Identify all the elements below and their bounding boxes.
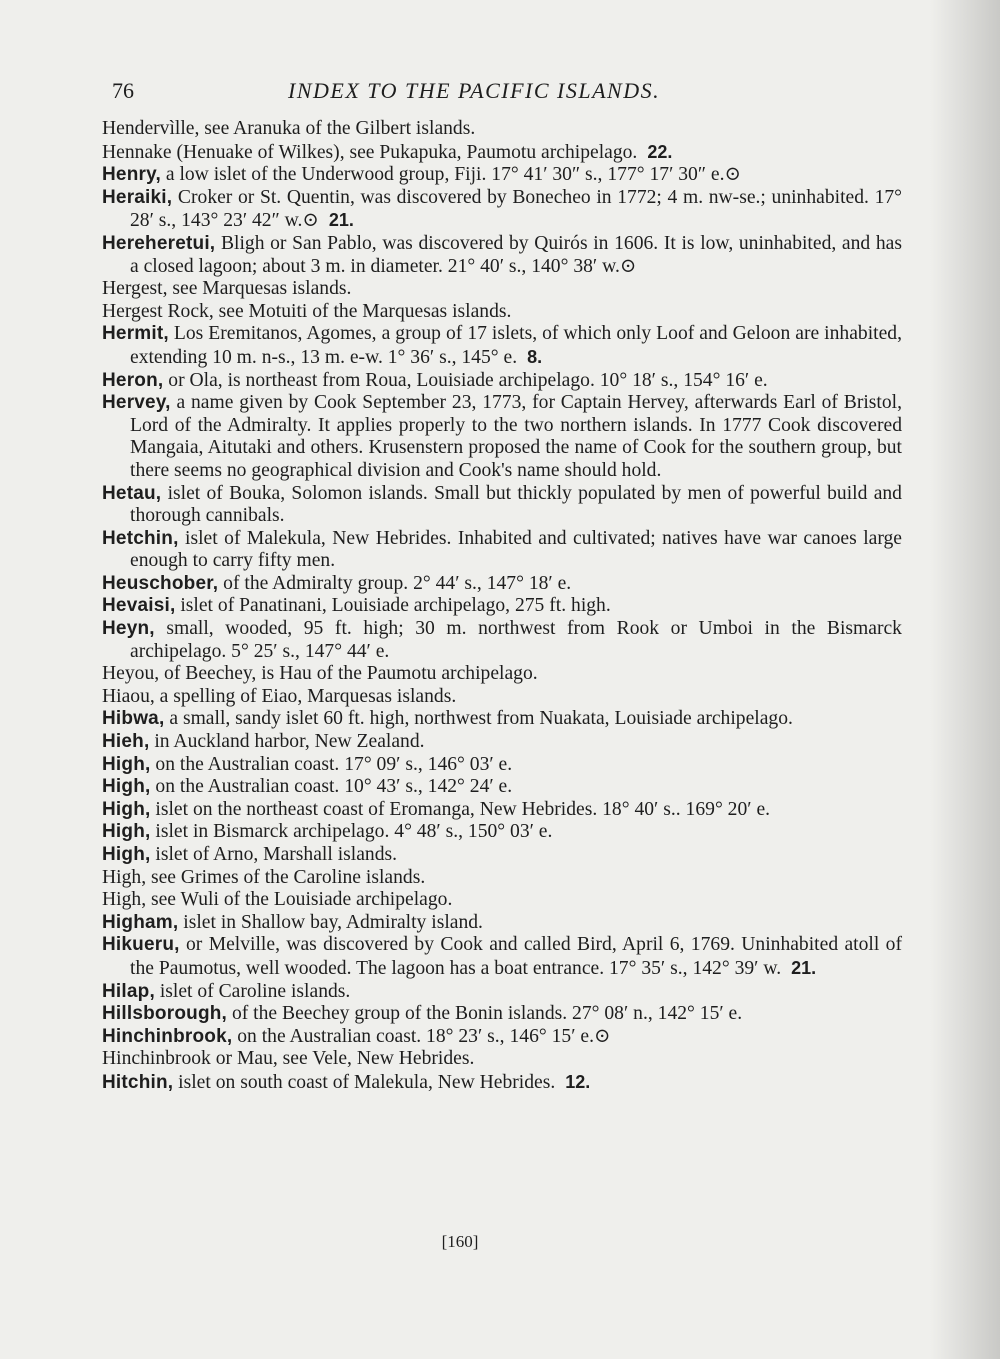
entry-map-reference: 8. <box>527 346 543 367</box>
entry-text: Los Eremitanos, Agomes, a group of 17 islets, of which only Loof and Geloon are inhabited, extending 10 m. n-s., 13 m. e-w. 1° 36′ s., 145° e. <box>130 323 902 368</box>
running-title: INDEX TO THE PACIFIC ISLANDS. <box>288 78 661 103</box>
index-entry <box>102 754 902 777</box>
index-entry <box>102 1026 902 1049</box>
entry-headword: High, <box>102 798 151 820</box>
entry-headword: High, <box>102 776 151 798</box>
entry-text: Croker or St. Quentin, was discovered by Bonecheo in 1772; 4 m. nw-se.; uninhabited. 17° 28′ s., 143° 23′ 42″ w.⊙ <box>130 186 902 232</box>
index-entry <box>102 1003 902 1026</box>
entry-headword: High, <box>102 753 151 775</box>
entry-text: Bligh or San Pablo, was discovered by Quirós in 1606. It is low, uninhabited, and has a closed lagoon; about 3 m. in diameter. 21° 40′ s., 140° 38′ w.⊙ <box>130 232 902 277</box>
entry-headword: Hetau, <box>102 482 162 504</box>
index-entry <box>102 708 902 731</box>
index-entry <box>102 118 902 141</box>
entry-text: Hennake (Henuake of Wilkes), see Pukapuka, Paumotu archipelago. <box>102 141 638 163</box>
entry-headword: Hilap, <box>102 980 155 1002</box>
index-entry <box>102 912 902 935</box>
index-entry <box>102 867 902 890</box>
entry-headword: Hitchin, <box>102 1071 174 1093</box>
page-edge-shadow <box>930 0 1000 1359</box>
entry-text: on the Australian coast. 18° 23′ s., 146° 15′ e.⊙ <box>237 1025 611 1047</box>
entry-text: islet of Panatinani, Louisiade archipelago, 275 ft. high. <box>180 595 611 617</box>
entry-headword: High, <box>102 821 151 843</box>
index-entry <box>102 483 902 528</box>
entry-text: a low islet of the Underwood group, Fiji. 17° 41′ 30″ s., 177° 17′ 30″ e.⊙ <box>165 164 741 186</box>
entry-text: on the Australian coast. 10° 43′ s., 142° 24′ e. <box>155 776 513 798</box>
index-entry <box>102 889 902 912</box>
entry-text: islet of Arno, Marshall islands. <box>155 844 398 865</box>
entry-text: Heyou, of Beechey, is Hau of the Paumotu archipelago. <box>102 663 538 685</box>
index-entry <box>102 1071 902 1095</box>
entry-text: Hergest, see Marquesas islands. <box>102 278 352 300</box>
index-entry <box>102 686 902 709</box>
entry-headword: Heraiki, <box>102 186 173 208</box>
index-entry <box>102 323 902 369</box>
entry-text: islet of Bouka, Solomon islands. Small but thickly populated by men of powerful build and thorough cannibals. <box>130 482 902 527</box>
entry-map-reference: 21. <box>328 210 354 231</box>
entry-headword: Heron, <box>102 369 164 391</box>
index-entry <box>102 731 902 754</box>
index-entry <box>102 164 902 187</box>
index-entry <box>102 370 902 393</box>
entry-text: islet in Bismarck archipelago. 4° 48′ s., 150° 03′ e. <box>155 821 553 843</box>
entry-text: islet on the northeast coast of Eromanga, New Hebrides. 18° 40′ s.. 169° 20′ e. <box>155 798 771 820</box>
entry-headword: Hereheretui, <box>102 232 216 254</box>
entry-map-reference: 12. <box>565 1071 591 1092</box>
entry-text: small, wooded, 95 ft. high; 30 m. northwest from Rook or Umboi in the Bismarck archipelago. 5° 25′ s., 147° 44′ e. <box>130 618 902 662</box>
entry-text: a name given by Cook September 23, 1773, for Captain Hervey, afterwards Earl of Bristol, Lord of the Admiralty. It applies properly to the two northern islands. In 1777 Cook discovered Mangaia, Aitutaki and others. Krusenstern proposed the name of Cook for the southern group, but there seems no geographical division and Cook's name should hold. <box>130 392 902 481</box>
index-entry <box>102 981 902 1004</box>
index-entry <box>102 844 902 867</box>
index-entry <box>102 595 902 618</box>
entry-headword: Heyn, <box>102 618 155 640</box>
entry-map-reference: 21. <box>791 957 817 978</box>
entry-text: islet of Malekula, New Hebrides. Inhabited and cultivated; natives have war canoes large enough to carry fifty men. <box>130 527 902 572</box>
entry-headword: Hinchinbrook, <box>102 1025 233 1047</box>
entry-text: Hinchinbrook or Mau, see Vele, New Hebrides. <box>102 1048 475 1070</box>
index-entry <box>102 934 902 980</box>
entry-text: Hergest Rock, see Motuiti of the Marquesas islands. <box>102 300 512 322</box>
entry-text: High, see Wuli of the Louisiade archipelago. <box>102 889 453 911</box>
entry-text: on the Australian coast. 17° 09′ s., 146° 03′ e. <box>155 753 513 775</box>
entry-headword: Hieh, <box>102 731 150 753</box>
entry-headword: Hibwa, <box>102 708 165 730</box>
entry-headword: Hetchin, <box>102 527 179 549</box>
index-entry <box>102 528 902 573</box>
entry-text: High, see Grimes of the Caroline islands. <box>102 866 426 888</box>
index-entry <box>102 776 902 799</box>
index-entries <box>102 118 902 1095</box>
entry-headword: Hermit, <box>102 323 169 345</box>
entry-text: or Ola, is northeast from Roua, Louisiade archipelago. 10° 18′ s., 154° 16′ e. <box>168 369 768 391</box>
index-entry <box>102 618 902 663</box>
index-entry <box>102 141 902 165</box>
entry-text: islet on south coast of Malekula, New Hebrides. <box>178 1071 556 1093</box>
index-entry <box>102 301 902 324</box>
index-entry <box>102 1048 902 1071</box>
index-entry <box>102 821 902 844</box>
entry-text: in Auckland harbor, New Zealand. <box>154 731 425 753</box>
entry-text: islet in Shallow bay, Admiralty island. <box>183 911 483 933</box>
entry-text: of the Beechey group of the Bonin islands. 27° 08′ n., 142° 15′ e. <box>231 1003 743 1025</box>
entry-map-reference: 22. <box>647 141 673 162</box>
page-number: 76 <box>112 78 134 103</box>
entry-headword: Henry, <box>102 164 161 186</box>
entry-headword: Hevaisi, <box>102 595 176 617</box>
entry-text: islet of Caroline islands. <box>159 980 351 1002</box>
entry-text: Hiaou, a spelling of Eiao, Marquesas islands. <box>102 685 457 707</box>
index-entry <box>102 187 902 233</box>
index-entry <box>102 799 902 822</box>
entry-headword: Heuschober, <box>102 572 219 594</box>
folio: [160] <box>441 1232 479 1251</box>
entry-headword: Hikueru, <box>102 934 180 956</box>
entry-text: Hendervìlle, see Aranuka of the Gilbert islands. <box>102 118 476 139</box>
index-entry <box>102 573 902 596</box>
page-header <box>112 78 932 110</box>
entry-headword: Hervey, <box>102 392 171 414</box>
index-entry <box>102 663 902 686</box>
index-entry <box>102 392 902 482</box>
entry-text: of the Admiralty group. 2° 44′ s., 147° 18′ e. <box>223 572 572 594</box>
entry-headword: Higham, <box>102 911 179 933</box>
entry-text: or Melville, was discovered by Cook and called Bird, April 6, 1769. Uninhabited atoll of the Paumotus, well wooded. The lagoon has a boat entrance. 17° 35′ s., 142° 39′ w. <box>130 934 902 979</box>
index-entry <box>102 233 902 278</box>
entry-headword: Hillsborough, <box>102 1003 228 1025</box>
index-entry <box>102 278 902 301</box>
entry-text: a small, sandy islet 60 ft. high, northwest from Nuakata, Louisiade archipelago. <box>169 708 793 730</box>
entry-headword: High, <box>102 844 151 865</box>
